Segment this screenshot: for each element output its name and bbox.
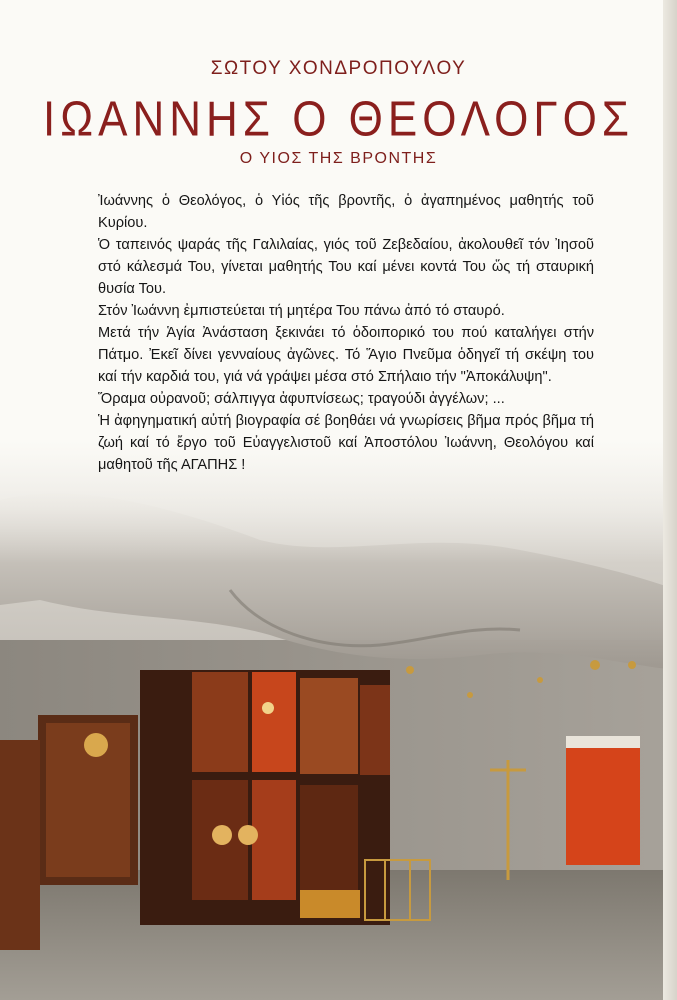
book-title: ΙΩΑΝΝΗΣ Ο ΘΕΟΛΟΓΟΣ — [42, 92, 634, 147]
author-name: ΣΩΤΟΥ ΧΟΝΔΡΟΠΟΥΛΟΥ — [210, 58, 467, 79]
blurb-paragraph: Ὁ ταπεινός ψαράς τῆς Γαλιλαίας, γιός τοῦ Ζεβεδαίου, ἀκολουθεῖ τόν Ἰησοῦ στό κάλεσμά Του, γίνεται μαθητής Του καί μένει κοντά Του ὥς τή σταυρική θυσία Του. — [98, 237, 594, 297]
blurb-paragraph: Στόν Ἰωάννη ἐμπιστεύεται τή μητέρα Του πάνω ἀπό τό σταυρό. — [98, 303, 505, 319]
blurb-paragraph: Μετά τήν Ἁγία Ἀνάσταση ξεκινάει τό ὁδοιπορικό του πού καταλήγει στήν Πάτμο. Ἐκεῖ δίνει γενναίους ἀγῶνες. Τό Ἅγιο Πνεῦμα ὁδηγεῖ τή σκέψη του καί τήν καρδιά του, γιά νά γράψει μέσα στό Σπήλαιο τήν "Ἀποκάλυψη". — [98, 325, 594, 385]
blurb-paragraph: Ὅραμα οὐρανοῦ; σάλπιγγα ἀφυπνίσεως; τραγούδι ἀγγέλων; ... — [98, 391, 505, 407]
blurb-paragraph: Ἰωάννης ὁ Θεολόγος, ὁ Υἱός τῆς βροντῆς, ὁ ἀγαπημένος μαθητής τοῦ Κυρίου. — [98, 193, 594, 231]
cave-chapel-photo — [0, 440, 677, 1000]
blurb-paragraph: Ἡ ἀφηγηματική αὐτή βιογραφία σέ βοηθάει νά γνωρίσεις βῆμα πρός βῆμα τή ζωή καί τό ἔργο τοῦ Εὐαγγελιστοῦ καί Ἀποστόλου Ἰωάννη, Θεολόγου καί μαθητοῦ τῆς ΑΓΑΠΗΣ ! — [98, 413, 594, 473]
book-subtitle: Ο ΥΙΟΣ ΤΗΣ ΒΡΟΝΤΗΣ — [239, 150, 438, 167]
blurb-text — [98, 190, 594, 476]
